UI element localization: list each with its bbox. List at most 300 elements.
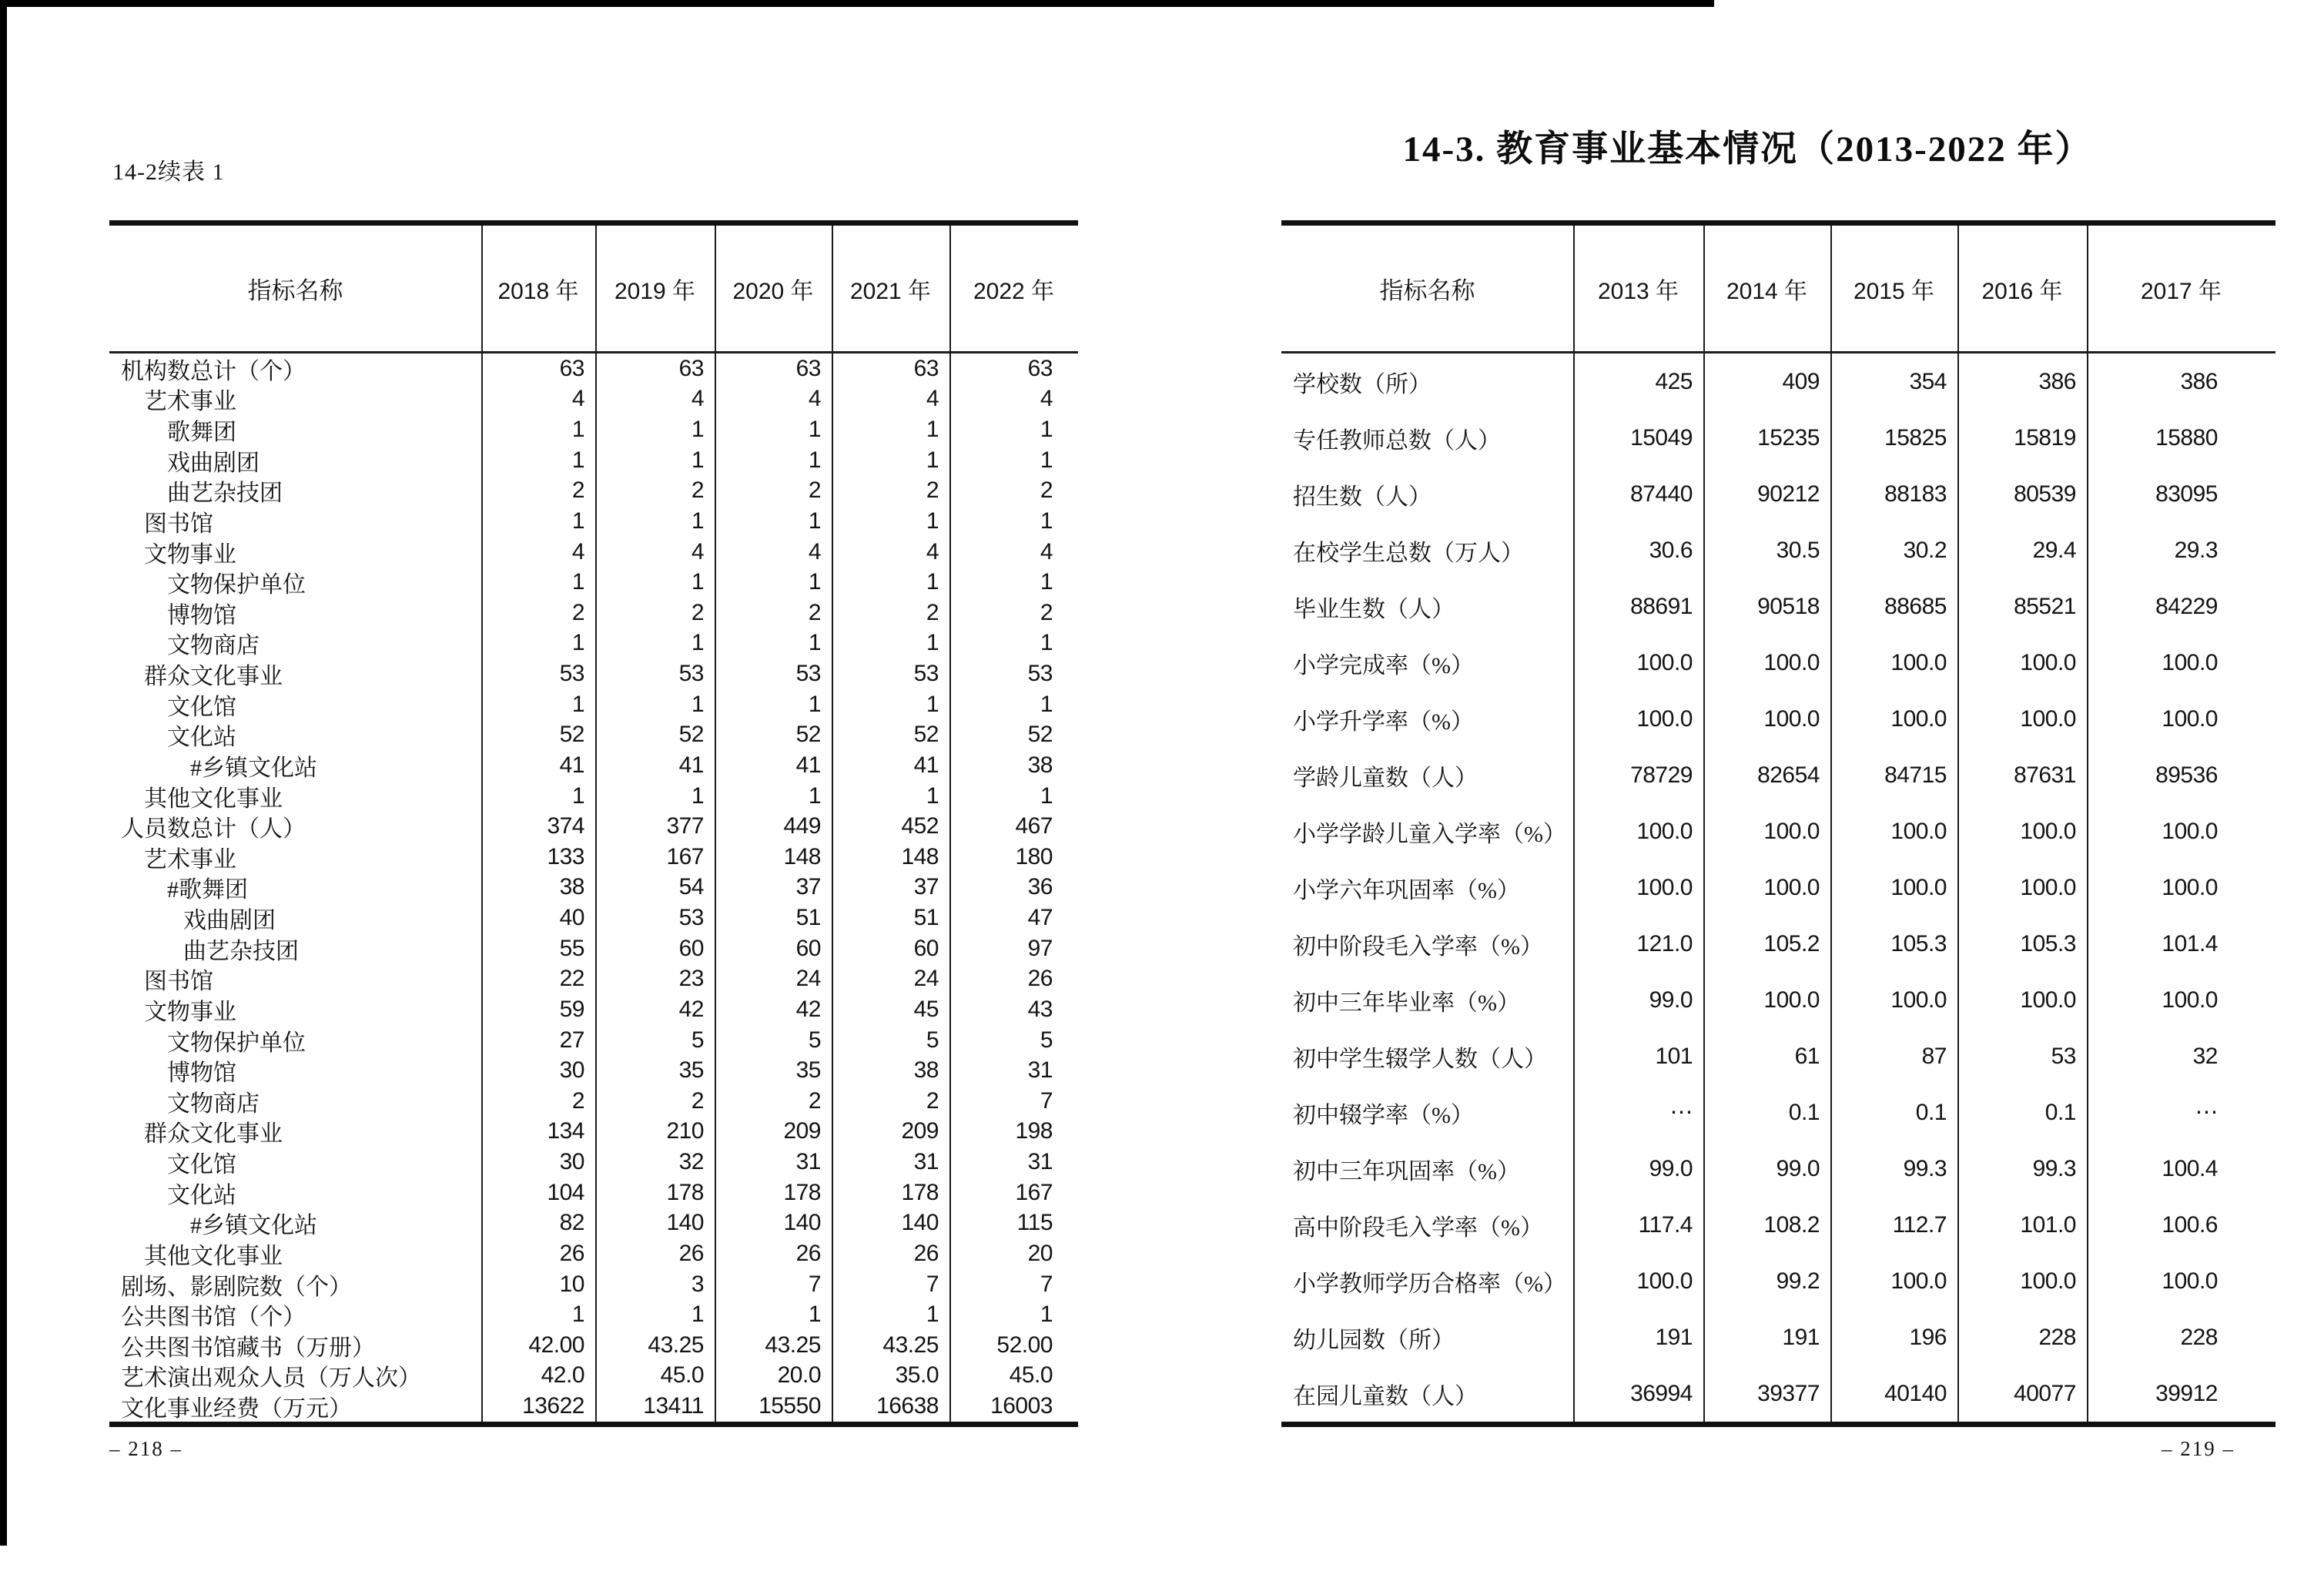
cell-value: 100.6 bbox=[2162, 1211, 2218, 1238]
cell-value: 467 bbox=[1015, 813, 1053, 839]
cell-value: 4 bbox=[691, 386, 704, 412]
row-label: 文物事业 bbox=[144, 999, 236, 1025]
row-label: 初中阶段毛入学率（%） bbox=[1293, 933, 1543, 960]
table-header-row bbox=[109, 226, 1078, 353]
table-row bbox=[1281, 916, 2275, 972]
cell-value: 40077 bbox=[2014, 1380, 2076, 1406]
column-header-year: 2018 年 bbox=[497, 278, 579, 304]
cell-value: 100.0 bbox=[2162, 818, 2218, 844]
column-header-year: 2013 年 bbox=[1597, 278, 1679, 304]
cell-value: 1 bbox=[808, 447, 821, 473]
table-row bbox=[109, 1299, 1078, 1330]
row-label: 戏曲剧团 bbox=[167, 450, 260, 476]
cell-value: 80539 bbox=[2014, 481, 2076, 507]
cell-value: 41 bbox=[559, 752, 584, 778]
cell-value: 100.0 bbox=[1763, 874, 1820, 900]
cell-value: 178 bbox=[666, 1179, 704, 1205]
cell-value: 1 bbox=[571, 630, 584, 656]
row-label: 初中三年毕业率（%） bbox=[1293, 990, 1520, 1016]
cell-value: 105.3 bbox=[2020, 930, 2076, 956]
cell-value: 1 bbox=[571, 417, 584, 443]
cell-value: 178 bbox=[901, 1179, 939, 1205]
cell-value: 35 bbox=[795, 1057, 821, 1084]
cell-value: 27 bbox=[559, 1027, 584, 1053]
cell-value: 78729 bbox=[1630, 762, 1693, 788]
cell-value: 100.0 bbox=[2162, 1268, 2218, 1294]
row-label: 文化馆 bbox=[167, 1152, 236, 1178]
column-divider bbox=[1830, 226, 1832, 1422]
cell-value: 38 bbox=[1027, 752, 1053, 778]
row-label: 小学学龄儿童入学率（%） bbox=[1293, 821, 1566, 847]
table-row bbox=[109, 506, 1078, 537]
cell-value: 16003 bbox=[990, 1393, 1053, 1419]
row-label: 初中学生辍学人数（人） bbox=[1293, 1046, 1547, 1072]
cell-value: 45.0 bbox=[660, 1362, 704, 1389]
column-divider bbox=[1957, 226, 1959, 1422]
cell-value: 84229 bbox=[2155, 593, 2218, 619]
cell-value: 1 bbox=[1040, 508, 1053, 534]
cell-value: 191 bbox=[1655, 1324, 1693, 1350]
cell-value: 26 bbox=[678, 1240, 704, 1266]
row-label: 文物事业 bbox=[144, 541, 236, 568]
cell-value: 4 bbox=[926, 386, 939, 412]
row-label: 专任教师总数（人） bbox=[1293, 427, 1501, 454]
column-header-year: 2022 年 bbox=[973, 278, 1055, 304]
column-divider bbox=[595, 226, 597, 1422]
table-row bbox=[1281, 1309, 2275, 1365]
table-row bbox=[109, 781, 1078, 812]
row-label: 文化站 bbox=[167, 725, 236, 751]
row-label: 文物保护单位 bbox=[167, 1030, 306, 1056]
cell-value: 2 bbox=[691, 599, 704, 625]
cell-value: 38 bbox=[913, 1057, 939, 1084]
row-label: 戏曲剧团 bbox=[183, 908, 276, 934]
cell-value: 2 bbox=[571, 599, 584, 625]
cell-value: 32 bbox=[2192, 1043, 2218, 1069]
row-label: 幼儿园数（所） bbox=[1293, 1327, 1455, 1353]
row-label: 机构数总计（个） bbox=[121, 358, 306, 384]
cell-value: 97 bbox=[1027, 935, 1053, 961]
cell-value: 101 bbox=[1655, 1043, 1693, 1069]
cell-value: 90212 bbox=[1757, 481, 1820, 507]
cell-value: 30 bbox=[559, 1149, 584, 1175]
cell-value: 24 bbox=[795, 966, 821, 992]
cell-value: 1 bbox=[926, 569, 939, 595]
cell-value: 36 bbox=[1027, 874, 1053, 900]
cell-value: 101.0 bbox=[2020, 1211, 2076, 1238]
cell-value: 42 bbox=[678, 996, 704, 1022]
column-divider bbox=[949, 226, 951, 1422]
cell-value: 0.1 bbox=[2044, 1099, 2076, 1125]
cell-value: 374 bbox=[547, 813, 584, 839]
row-label: 公共图书馆藏书（万册） bbox=[121, 1335, 375, 1361]
cell-value: 1 bbox=[926, 630, 939, 656]
column-divider bbox=[715, 226, 716, 1422]
cell-value: 1 bbox=[571, 508, 584, 534]
cell-value: 4 bbox=[691, 538, 704, 565]
cell-value: 115 bbox=[1016, 1210, 1053, 1236]
cell-value: 4 bbox=[571, 386, 584, 412]
column-header-year: 2014 年 bbox=[1726, 278, 1808, 304]
cell-value: 41 bbox=[913, 752, 939, 778]
cell-value: 99.3 bbox=[2032, 1155, 2076, 1181]
column-divider bbox=[1573, 226, 1575, 1422]
table-header-row bbox=[1281, 226, 2275, 353]
row-label: 招生数（人） bbox=[1293, 484, 1432, 510]
column-header-year: 2020 年 bbox=[732, 278, 814, 304]
cell-value: 82 bbox=[559, 1210, 584, 1236]
cell-value: 43.25 bbox=[765, 1332, 821, 1358]
cell-value: 2 bbox=[1040, 599, 1053, 625]
cell-value: 29.3 bbox=[2174, 537, 2218, 563]
cell-value: 43.25 bbox=[882, 1332, 939, 1358]
cell-value: 52 bbox=[1027, 722, 1053, 748]
cell-value: 15550 bbox=[758, 1393, 821, 1419]
cell-value: 1 bbox=[691, 630, 704, 656]
row-label: 学校数（所） bbox=[1293, 371, 1432, 397]
row-label: 艺术事业 bbox=[144, 389, 236, 415]
cell-value: 7 bbox=[1040, 1271, 1053, 1297]
cell-value: 1 bbox=[691, 417, 704, 443]
row-label: #乡镇文化站 bbox=[190, 755, 317, 781]
cell-value: 99.0 bbox=[1649, 1155, 1693, 1181]
cell-value: 7 bbox=[808, 1271, 821, 1297]
cell-value: 5 bbox=[926, 1027, 939, 1053]
cell-value: 2 bbox=[691, 477, 704, 504]
cell-value: 85521 bbox=[2014, 593, 2076, 619]
table-row bbox=[1281, 466, 2275, 522]
cell-value: 35 bbox=[678, 1057, 704, 1084]
cell-value: 178 bbox=[783, 1179, 821, 1205]
cell-value: 23 bbox=[678, 966, 704, 992]
cell-value: 1 bbox=[808, 782, 821, 809]
cell-value: 38 bbox=[559, 874, 584, 900]
cell-value: 1 bbox=[571, 782, 584, 809]
cell-value: 209 bbox=[901, 1118, 939, 1144]
row-label: #歌舞团 bbox=[167, 877, 248, 903]
row-label: 图书馆 bbox=[144, 969, 213, 995]
cell-value: 198 bbox=[1015, 1118, 1053, 1144]
cell-value: 41 bbox=[795, 752, 821, 778]
cell-value: 53 bbox=[1027, 661, 1053, 687]
table-row bbox=[1281, 522, 2275, 578]
row-label: 曲艺杂技团 bbox=[183, 938, 299, 964]
cell-value: 1 bbox=[926, 508, 939, 534]
row-label: 文化馆 bbox=[167, 694, 236, 720]
table-body bbox=[109, 353, 1078, 1422]
table-row bbox=[1281, 691, 2275, 747]
row-label: 图书馆 bbox=[144, 511, 213, 537]
cell-value: 2 bbox=[808, 477, 821, 504]
table-row bbox=[109, 537, 1078, 568]
table-row bbox=[1281, 1365, 2275, 1422]
table-row bbox=[1281, 1197, 2275, 1253]
table-row bbox=[109, 1269, 1078, 1300]
table-row bbox=[1281, 410, 2275, 466]
cell-value: 45 bbox=[913, 996, 939, 1022]
cell-value: 1 bbox=[926, 691, 939, 717]
table-row bbox=[109, 873, 1078, 903]
row-label: 初中辍学率（%） bbox=[1293, 1102, 1474, 1128]
table-row bbox=[109, 933, 1078, 964]
row-label: 群众文化事业 bbox=[144, 1121, 283, 1147]
cell-value: 377 bbox=[666, 813, 704, 839]
cell-value: 15880 bbox=[2155, 424, 2218, 451]
cell-value: 1 bbox=[808, 1302, 821, 1328]
cell-value: 45.0 bbox=[1009, 1362, 1053, 1389]
row-label: 小学完成率（%） bbox=[1293, 652, 1474, 678]
cell-value: 35.0 bbox=[895, 1362, 939, 1389]
row-label: 在校学生总数（万人） bbox=[1293, 540, 1524, 566]
cell-value: 0.1 bbox=[1788, 1099, 1820, 1125]
cell-value: 31 bbox=[1027, 1149, 1053, 1175]
table-row bbox=[109, 384, 1078, 415]
cell-value: 90518 bbox=[1757, 593, 1820, 619]
cell-value: 2 bbox=[926, 1087, 939, 1114]
cell-value: 1 bbox=[571, 569, 584, 595]
cell-value: 99.2 bbox=[1776, 1268, 1820, 1294]
cell-value: 196 bbox=[1909, 1324, 1947, 1350]
cell-value: 63 bbox=[795, 355, 821, 381]
table-row bbox=[109, 1147, 1078, 1178]
cell-value: 100.4 bbox=[2162, 1155, 2218, 1181]
cell-value: 1 bbox=[691, 782, 704, 809]
table-row bbox=[109, 628, 1078, 659]
cell-value: 42.0 bbox=[541, 1362, 584, 1389]
cell-value: 39377 bbox=[1757, 1380, 1820, 1406]
cell-value: 30.6 bbox=[1649, 537, 1693, 563]
cell-value: 51 bbox=[795, 905, 821, 931]
table-row bbox=[1281, 859, 2275, 916]
cell-value: 100.0 bbox=[1890, 1268, 1947, 1294]
cell-value: 1 bbox=[691, 691, 704, 717]
table-row bbox=[1281, 578, 2275, 635]
cell-value: 100.0 bbox=[1763, 649, 1820, 675]
table-row bbox=[109, 1330, 1078, 1361]
cell-value: 26 bbox=[559, 1240, 584, 1266]
row-label: 艺术演出观众人员（万人次） bbox=[121, 1365, 421, 1392]
cell-value: 1 bbox=[926, 417, 939, 443]
table-row bbox=[109, 414, 1078, 445]
table-row bbox=[109, 353, 1078, 384]
cell-value: 63 bbox=[913, 355, 939, 381]
cell-value: 40 bbox=[559, 905, 584, 931]
cell-value: 449 bbox=[783, 813, 821, 839]
cell-value: 100.0 bbox=[2162, 874, 2218, 900]
table-row bbox=[109, 445, 1078, 476]
cell-value: 452 bbox=[901, 813, 939, 839]
cell-value: 2 bbox=[808, 599, 821, 625]
cell-value: 55 bbox=[559, 935, 584, 961]
cell-value: 60 bbox=[795, 935, 821, 961]
row-label: 其他文化事业 bbox=[144, 1243, 283, 1269]
cell-value: ⋯ bbox=[2195, 1100, 2218, 1125]
table-row bbox=[109, 1178, 1078, 1208]
cell-value: 54 bbox=[678, 874, 704, 900]
column-divider bbox=[832, 226, 833, 1422]
cell-value: 1 bbox=[808, 691, 821, 717]
cell-value: 82654 bbox=[1757, 762, 1820, 788]
cell-value: 100.0 bbox=[1890, 987, 1947, 1013]
column-header-indicator: 指标名称 bbox=[247, 277, 343, 304]
table-row bbox=[109, 994, 1078, 1025]
row-label: 小学六年巩固率（%） bbox=[1293, 877, 1520, 903]
cell-value: 53 bbox=[678, 905, 704, 931]
cell-value: 51 bbox=[913, 905, 939, 931]
cell-value: 386 bbox=[2180, 368, 2218, 394]
table-row bbox=[109, 1391, 1078, 1422]
cell-value: 99.0 bbox=[1776, 1155, 1820, 1181]
row-label: 在园儿童数（人） bbox=[1293, 1383, 1478, 1409]
column-divider bbox=[2087, 226, 2088, 1422]
cell-value: 40140 bbox=[1884, 1380, 1947, 1406]
cell-value: 112.7 bbox=[1892, 1211, 1947, 1238]
cell-value: 20 bbox=[1027, 1240, 1053, 1266]
cell-value: 52 bbox=[913, 722, 939, 748]
cell-value: 30 bbox=[559, 1057, 584, 1084]
cell-value: 1 bbox=[808, 630, 821, 656]
cell-value: 386 bbox=[2038, 368, 2076, 394]
cell-value: 15819 bbox=[2014, 424, 2076, 451]
cell-value: 4 bbox=[571, 538, 584, 565]
row-label: 文物保护单位 bbox=[167, 572, 306, 598]
cell-value: 1 bbox=[571, 691, 584, 717]
cell-value: 4 bbox=[926, 538, 939, 565]
row-label: 歌舞团 bbox=[167, 420, 236, 446]
cell-value: 47 bbox=[1027, 905, 1053, 931]
row-label: 博物馆 bbox=[167, 1060, 236, 1087]
cell-value: 16638 bbox=[876, 1393, 939, 1419]
cell-value: 7 bbox=[926, 1271, 939, 1297]
cell-value: 10 bbox=[559, 1271, 584, 1297]
column-header-year: 2019 年 bbox=[614, 278, 696, 304]
cell-value: 105.2 bbox=[1763, 930, 1820, 956]
cell-value: 52 bbox=[559, 722, 584, 748]
cell-value: 100.0 bbox=[1636, 1268, 1693, 1294]
cell-value: 1 bbox=[808, 569, 821, 595]
table-row bbox=[109, 811, 1078, 842]
cell-value: 100.0 bbox=[1763, 818, 1820, 844]
cell-value: 1 bbox=[1040, 630, 1053, 656]
cell-value: 4 bbox=[1040, 538, 1053, 565]
cell-value: 15235 bbox=[1757, 424, 1820, 451]
cell-value: 100.0 bbox=[2020, 1268, 2076, 1294]
cell-value: 89536 bbox=[2155, 762, 2218, 788]
cell-value: 2 bbox=[926, 477, 939, 504]
cell-value: 60 bbox=[678, 935, 704, 961]
cell-value: 100.0 bbox=[2020, 818, 2076, 844]
cell-value: 52 bbox=[678, 722, 704, 748]
cell-value: 88183 bbox=[1884, 481, 1947, 507]
cell-value: 1 bbox=[1040, 569, 1053, 595]
scan-artifact-top-bar bbox=[0, 0, 1714, 7]
right-page-title: 14-3. 教育事业基本情况（2013-2022 年） bbox=[1402, 129, 2093, 169]
cell-value: ⋯ bbox=[1669, 1100, 1693, 1125]
table-row bbox=[1281, 972, 2275, 1028]
table-row bbox=[109, 1055, 1078, 1086]
row-label: 文物商店 bbox=[167, 633, 260, 659]
cell-value: 52.00 bbox=[996, 1332, 1053, 1358]
table-body bbox=[1281, 353, 2275, 1422]
cell-value: 117.4 bbox=[1638, 1211, 1693, 1238]
cell-value: 7 bbox=[1040, 1087, 1053, 1114]
cell-value: 100.0 bbox=[1890, 874, 1947, 900]
row-label: 人员数总计（人） bbox=[121, 816, 306, 843]
row-label: #乡镇文化站 bbox=[190, 1213, 317, 1239]
table-row bbox=[109, 658, 1078, 689]
cell-value: 354 bbox=[1909, 368, 1947, 394]
cell-value: 37 bbox=[795, 874, 821, 900]
row-label: 文化事业经费（万元） bbox=[121, 1396, 352, 1422]
table-row bbox=[109, 720, 1078, 751]
cell-value: 100.0 bbox=[1636, 705, 1693, 732]
cell-value: 100.0 bbox=[1763, 987, 1820, 1013]
row-label: 艺术事业 bbox=[144, 846, 236, 873]
cell-value: 63 bbox=[559, 355, 584, 381]
cell-value: 37 bbox=[913, 874, 939, 900]
table-row bbox=[1281, 635, 2275, 691]
column-header-year: 2021 年 bbox=[849, 278, 932, 304]
cell-value: 210 bbox=[666, 1118, 704, 1144]
cell-value: 61 bbox=[1794, 1043, 1820, 1069]
table-row bbox=[1281, 1028, 2275, 1084]
cell-value: 31 bbox=[1027, 1057, 1053, 1084]
cell-value: 26 bbox=[1027, 966, 1053, 992]
cell-value: 53 bbox=[795, 661, 821, 687]
cell-value: 24 bbox=[913, 966, 939, 992]
row-label: 毕业生数（人） bbox=[1293, 596, 1455, 622]
cell-value: 63 bbox=[1027, 355, 1053, 381]
row-label: 高中阶段毛入学率（%） bbox=[1293, 1214, 1543, 1241]
row-label: 小学升学率（%） bbox=[1293, 709, 1474, 735]
row-label: 群众文化事业 bbox=[144, 664, 283, 690]
cell-value: 2 bbox=[571, 477, 584, 504]
cell-value: 3 bbox=[691, 1271, 704, 1297]
row-label: 剧场、影剧院数（个） bbox=[121, 1274, 352, 1300]
cell-value: 100.0 bbox=[1636, 649, 1693, 675]
cell-value: 100.0 bbox=[2162, 705, 2218, 732]
row-label: 学龄儿童数（人） bbox=[1293, 765, 1478, 791]
row-label: 文物商店 bbox=[167, 1090, 260, 1117]
cell-value: 1 bbox=[926, 1302, 939, 1328]
education-statistics-table bbox=[1281, 220, 2275, 1427]
cell-value: 41 bbox=[678, 752, 704, 778]
table-row bbox=[1281, 353, 2275, 410]
cell-value: 20.0 bbox=[777, 1362, 821, 1389]
table-row bbox=[109, 1361, 1078, 1392]
cell-value: 180 bbox=[1015, 843, 1053, 869]
cell-value: 167 bbox=[666, 843, 704, 869]
cell-value: 60 bbox=[913, 935, 939, 961]
cell-value: 4 bbox=[808, 538, 821, 565]
cell-value: 13411 bbox=[643, 1393, 704, 1419]
cell-value: 87 bbox=[1921, 1043, 1947, 1069]
cell-value: 228 bbox=[2038, 1324, 2076, 1350]
table-row bbox=[1281, 1141, 2275, 1197]
cell-value: 1 bbox=[691, 508, 704, 534]
cell-value: 2 bbox=[1040, 477, 1053, 504]
cell-value: 1 bbox=[808, 417, 821, 443]
table-row bbox=[1281, 1253, 2275, 1309]
cell-value: 63 bbox=[678, 355, 704, 381]
scan-artifact-left-bar bbox=[0, 0, 7, 1546]
cell-value: 1 bbox=[926, 782, 939, 809]
cell-value: 42.00 bbox=[528, 1332, 584, 1358]
cell-value: 39912 bbox=[2155, 1380, 2218, 1406]
cell-value: 228 bbox=[2180, 1324, 2218, 1350]
cell-value: 148 bbox=[901, 843, 939, 869]
cell-value: 99.0 bbox=[1649, 987, 1693, 1013]
